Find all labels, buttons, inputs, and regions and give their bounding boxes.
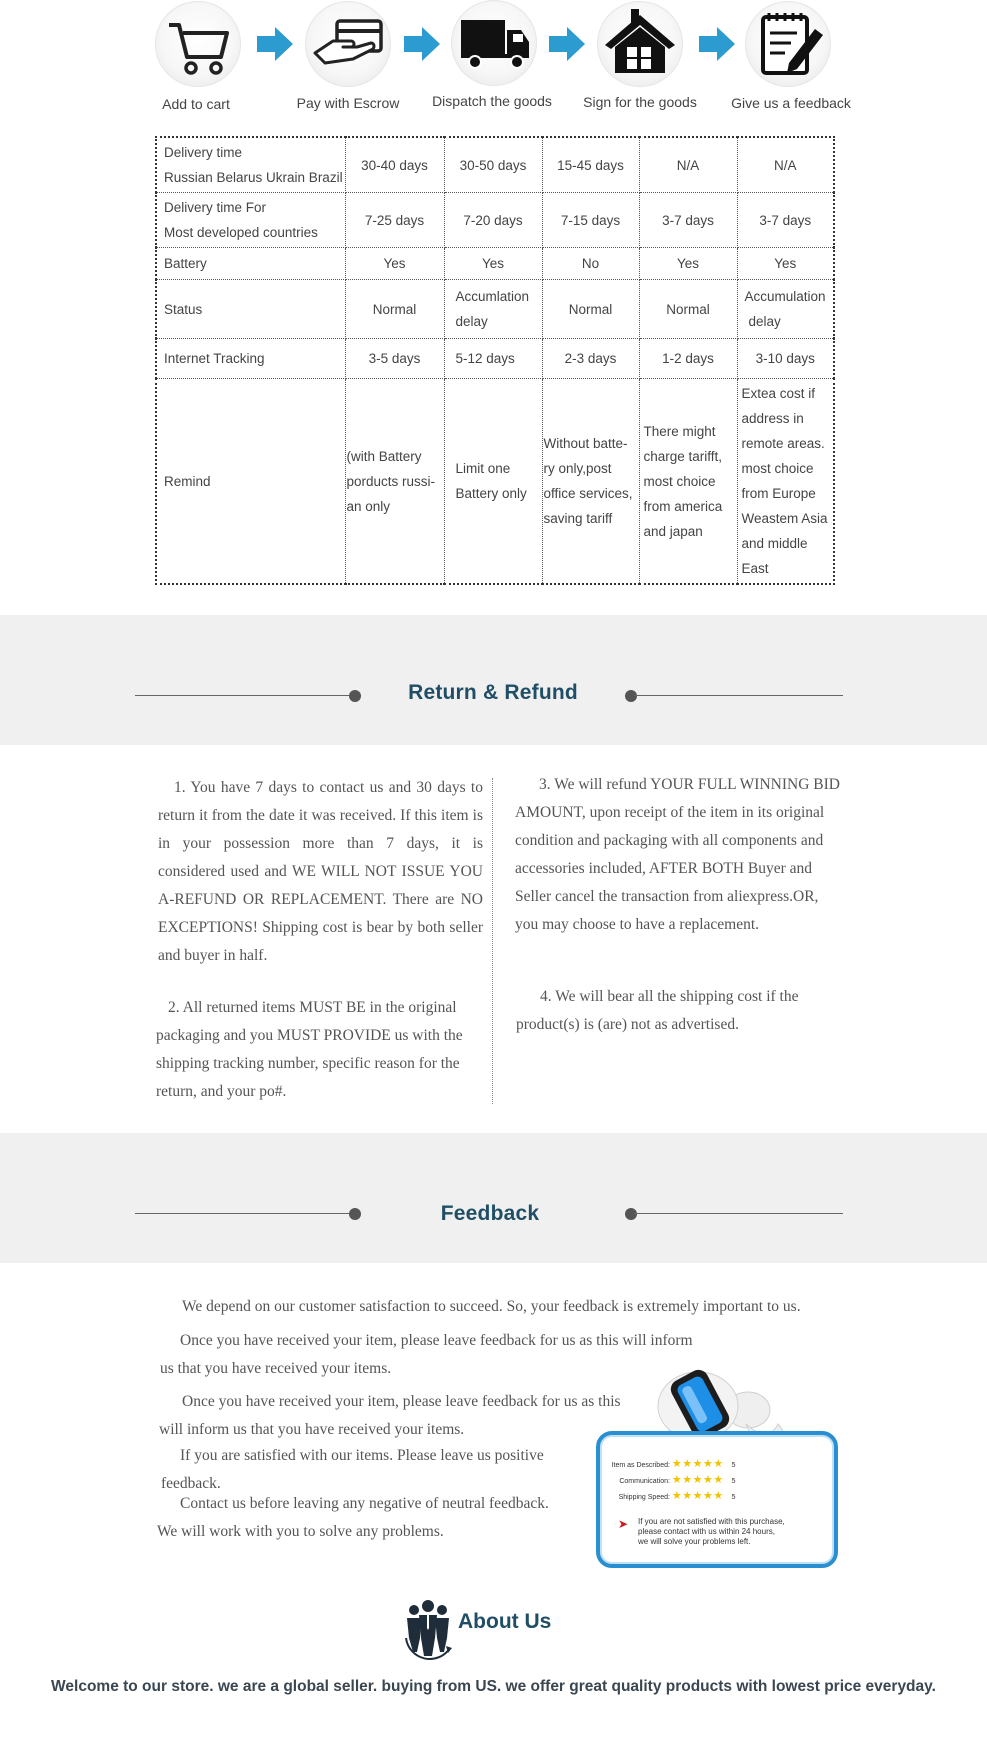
cell-line: Accumlation xyxy=(455,289,530,304)
cart-icon xyxy=(155,1,241,87)
table-cell xyxy=(542,280,639,339)
row-label-line: Delivery time For xyxy=(164,200,267,215)
step-circle-dispatch xyxy=(451,0,537,86)
table-cell xyxy=(345,248,444,280)
cell-line: Yes xyxy=(481,256,505,271)
welcome-text: Welcome to our store. we are a global seller. buying from US. we offer great quality products with lowest price everyday. xyxy=(51,1678,936,1695)
cell-line: Yes xyxy=(383,256,406,271)
cell-line: from Europe xyxy=(741,486,816,501)
rating-row xyxy=(606,1489,736,1502)
card-note-line: please contact with us within 24 hours, xyxy=(638,1527,775,1536)
feedback-rating-card xyxy=(596,1431,838,1568)
cell-line: Accumulation xyxy=(744,289,826,304)
cell-line: 5-12 days xyxy=(455,351,515,366)
table-row xyxy=(156,193,834,248)
cell-line: (with Battery xyxy=(346,448,422,464)
cell-line: saving tariff xyxy=(543,511,613,526)
step-arrow-4 xyxy=(699,27,735,61)
section-title-about-us: About Us xyxy=(458,1610,552,1633)
band-line-left xyxy=(135,1213,353,1214)
step-arrow-1 xyxy=(257,27,293,61)
refund-paragraph-4: 4. We will bear all the shipping cost if the product(s) is (are) not as advertised. xyxy=(516,988,799,1033)
table-cell xyxy=(639,280,737,339)
table-cell xyxy=(737,248,834,280)
feedback-band xyxy=(0,1133,987,1263)
cell-line: porducts russi- xyxy=(346,473,436,489)
row-label-line: Most developed countries xyxy=(164,225,318,240)
feedback-line: Once you have received your item, please leave feedback for us as this xyxy=(182,1393,621,1410)
feedback-line: us that you have received your items. xyxy=(160,1360,392,1377)
table-row xyxy=(156,137,834,193)
row-label-line: Remind xyxy=(164,473,211,489)
rating-colon: : xyxy=(668,1494,670,1501)
section-title-feedback: Feedback xyxy=(440,1202,540,1225)
cell-line: N/A xyxy=(676,157,700,173)
red-arrow-icon: ➤ xyxy=(618,1517,629,1531)
step-arrow-2 xyxy=(404,27,440,61)
cell-line: There might xyxy=(643,423,716,439)
row-label-cell xyxy=(156,379,345,585)
feedback-line: We will work with you to solve any problems. xyxy=(157,1523,444,1540)
star-rating-icon: ★★★★★ xyxy=(671,1458,724,1470)
row-label-cell xyxy=(156,248,345,280)
rating-colon: : xyxy=(668,1462,670,1469)
rating-name: Shipping Speed xyxy=(618,1494,668,1501)
cell-line: remote areas. xyxy=(741,436,825,451)
row-label-cell xyxy=(156,280,345,339)
band-line-left xyxy=(135,695,353,696)
band-line-right xyxy=(634,695,843,696)
cell-line: and middle xyxy=(741,536,808,551)
table-cell xyxy=(737,137,834,193)
feedback-line: Contact us before leaving any negative of neutral feedback. xyxy=(180,1495,549,1512)
notepad-pencil-icon xyxy=(745,1,831,87)
cell-line: East xyxy=(741,561,769,576)
cell-line: an only xyxy=(346,498,391,514)
cell-line: 7-25 days xyxy=(364,212,425,228)
team-people-icon xyxy=(400,1598,456,1662)
rating-colon: : xyxy=(668,1478,670,1485)
table-cell xyxy=(737,339,834,379)
table-cell xyxy=(345,137,444,193)
step-label-dispatch: Dispatch the goods xyxy=(432,93,552,109)
cell-line: N/A xyxy=(773,157,797,173)
step-label-feedback: Give us a feedback xyxy=(731,95,851,111)
band-dot-right xyxy=(625,690,637,702)
cell-line: 1-2 days xyxy=(662,351,714,366)
cell-line: charge tarifft, xyxy=(643,448,723,464)
step-circle-feedback xyxy=(745,1,831,87)
cell-line: Extea cost if xyxy=(741,386,816,401)
cell-line: delay xyxy=(455,314,488,329)
rating-value: 5 xyxy=(731,1478,736,1485)
band-dot-left xyxy=(349,690,361,702)
rating-row xyxy=(606,1457,736,1470)
band-line-right xyxy=(634,1213,843,1214)
card-note-line: If you are not satisfied with this purchase, xyxy=(638,1517,785,1526)
table-cell xyxy=(444,379,542,585)
cell-line: 3-5 days xyxy=(368,351,421,366)
cell-line: 3-7 days xyxy=(759,212,812,228)
band-dot-left xyxy=(349,1208,361,1220)
table-cell xyxy=(542,137,639,193)
card-payment-icon xyxy=(305,1,391,87)
row-label-line: Delivery time xyxy=(164,145,243,160)
row-label-cell xyxy=(156,137,345,193)
band-dot-right xyxy=(625,1208,637,1220)
table-cell xyxy=(639,137,737,193)
cell-line: address in xyxy=(741,411,804,426)
table-cell xyxy=(737,280,834,339)
cell-line: most choice xyxy=(741,461,814,476)
row-label-line: Internet Tracking xyxy=(164,351,265,366)
star-rating-icon: ★★★★★ xyxy=(671,1490,724,1502)
table-row xyxy=(156,339,834,379)
row-label-cell xyxy=(156,193,345,248)
cell-line: delay xyxy=(748,314,781,329)
refund-paragraph-2: 2. All returned items MUST BE in the original packaging and you MUST PROVIDE us with the shipping tracking number, specific reason for the return, and your po#. xyxy=(156,999,463,1100)
feedback-line: If you are satisfied with our items. Please leave us positive xyxy=(180,1447,544,1464)
cell-line: office services, xyxy=(543,486,633,501)
step-circle-sign xyxy=(597,1,683,87)
card-note xyxy=(638,1517,828,1547)
step-arrow-3 xyxy=(549,27,585,61)
step-circle-pay xyxy=(305,1,391,87)
table-cell xyxy=(542,193,639,248)
cell-line: Battery only xyxy=(455,486,527,501)
cell-line: ry only,post xyxy=(543,461,612,476)
house-icon xyxy=(597,1,683,87)
refund-column-divider xyxy=(492,778,493,1104)
table-cell xyxy=(542,248,639,280)
table-cell xyxy=(639,379,737,585)
cell-line: Normal xyxy=(666,301,710,317)
table-cell xyxy=(345,280,444,339)
step-label-pay: Pay with Escrow xyxy=(296,95,400,111)
shipping-table xyxy=(155,136,835,585)
table-cell xyxy=(542,379,639,585)
cell-line: 7-20 days xyxy=(463,212,523,228)
row-label-line: Russian Belarus Ukrain Brazil xyxy=(164,170,343,185)
table-cell xyxy=(639,193,737,248)
cell-line: Normal xyxy=(568,301,613,317)
table-cell xyxy=(345,379,444,585)
table-cell xyxy=(444,280,542,339)
table-cell xyxy=(345,339,444,379)
feedback-line: Once you have received your item, please leave feedback for us as this will inform xyxy=(180,1332,693,1349)
row-label-line: Status xyxy=(164,301,203,317)
table-cell xyxy=(444,137,542,193)
row-label-cell xyxy=(156,339,345,379)
cell-line: 3-10 days xyxy=(755,351,815,366)
table-cell xyxy=(542,339,639,379)
cell-line: Normal xyxy=(372,301,417,317)
star-rating-icon: ★★★★★ xyxy=(671,1474,724,1486)
table-cell xyxy=(639,248,737,280)
feedback-line: feedback. xyxy=(161,1475,221,1492)
cell-line: No xyxy=(581,256,600,271)
cell-line: most choice xyxy=(643,473,716,489)
cell-line: and japan xyxy=(643,523,703,539)
cell-line: Yes xyxy=(774,256,797,271)
cell-line: 7-15 days xyxy=(560,212,621,228)
table-cell xyxy=(639,339,737,379)
rating-row xyxy=(606,1473,736,1486)
table-cell xyxy=(444,193,542,248)
table-cell xyxy=(345,193,444,248)
section-title-return-refund: Return & Refund xyxy=(408,681,578,704)
feedback-line: will inform us that you have received your items. xyxy=(159,1421,465,1438)
row-label-line: Battery xyxy=(164,256,207,271)
refund-paragraph-3: 3. We will refund YOUR FULL WINNING BID AMOUNT, upon receipt of the item in its original condition and packaging with all components and accessories included, AFTER BOTH Buyer and Seller cancel the transaction from aliexpress.OR, you may choose to have a replacement. xyxy=(515,776,840,933)
return-refund-band xyxy=(0,615,987,745)
step-circle-cart xyxy=(155,1,241,87)
cell-line: Weastem Asia xyxy=(741,511,828,526)
table-cell xyxy=(444,248,542,280)
card-note-line: we will solve your problems left. xyxy=(638,1537,751,1546)
cell-line: Without batte- xyxy=(543,436,628,451)
table-row xyxy=(156,379,834,585)
feedback-line: We depend on our customer satisfaction to succeed. So, your feedback is extremely important to us. xyxy=(182,1298,801,1315)
step-label-sign: Sign for the goods xyxy=(583,94,697,110)
table-cell xyxy=(737,379,834,585)
refund-paragraph-1: 1. You have 7 days to contact us and 30 days to return it from the date it was received. If this item is in your possession more than 7 days, it is considered used and WE WILL NOT ISSUE YOU A-REFUND OR REPLACEMENT. There are NO EXCEPTIONS! Shipping cost is bear by both seller and buyer in half. xyxy=(158,779,483,964)
table-row xyxy=(156,248,834,280)
cell-line: 30-50 days xyxy=(459,157,527,173)
step-label-add-to-cart: Add to cart xyxy=(162,96,230,112)
rating-value: 5 xyxy=(731,1494,736,1501)
truck-icon xyxy=(451,0,537,86)
cell-line: 3-7 days xyxy=(662,212,714,228)
rating-name: Item as Described xyxy=(611,1462,668,1469)
table-cell xyxy=(737,193,834,248)
rating-name: Communication xyxy=(619,1478,668,1485)
cell-line: 15-45 days xyxy=(557,157,624,173)
table-cell xyxy=(444,339,542,379)
cell-line: 2-3 days xyxy=(564,351,617,366)
cell-line: Yes xyxy=(676,256,700,271)
table-row xyxy=(156,280,834,339)
rating-value: 5 xyxy=(731,1462,736,1469)
cell-line: 30-40 days xyxy=(361,157,428,173)
cell-line: Limit one xyxy=(455,461,511,476)
cell-line: from america xyxy=(643,498,723,514)
